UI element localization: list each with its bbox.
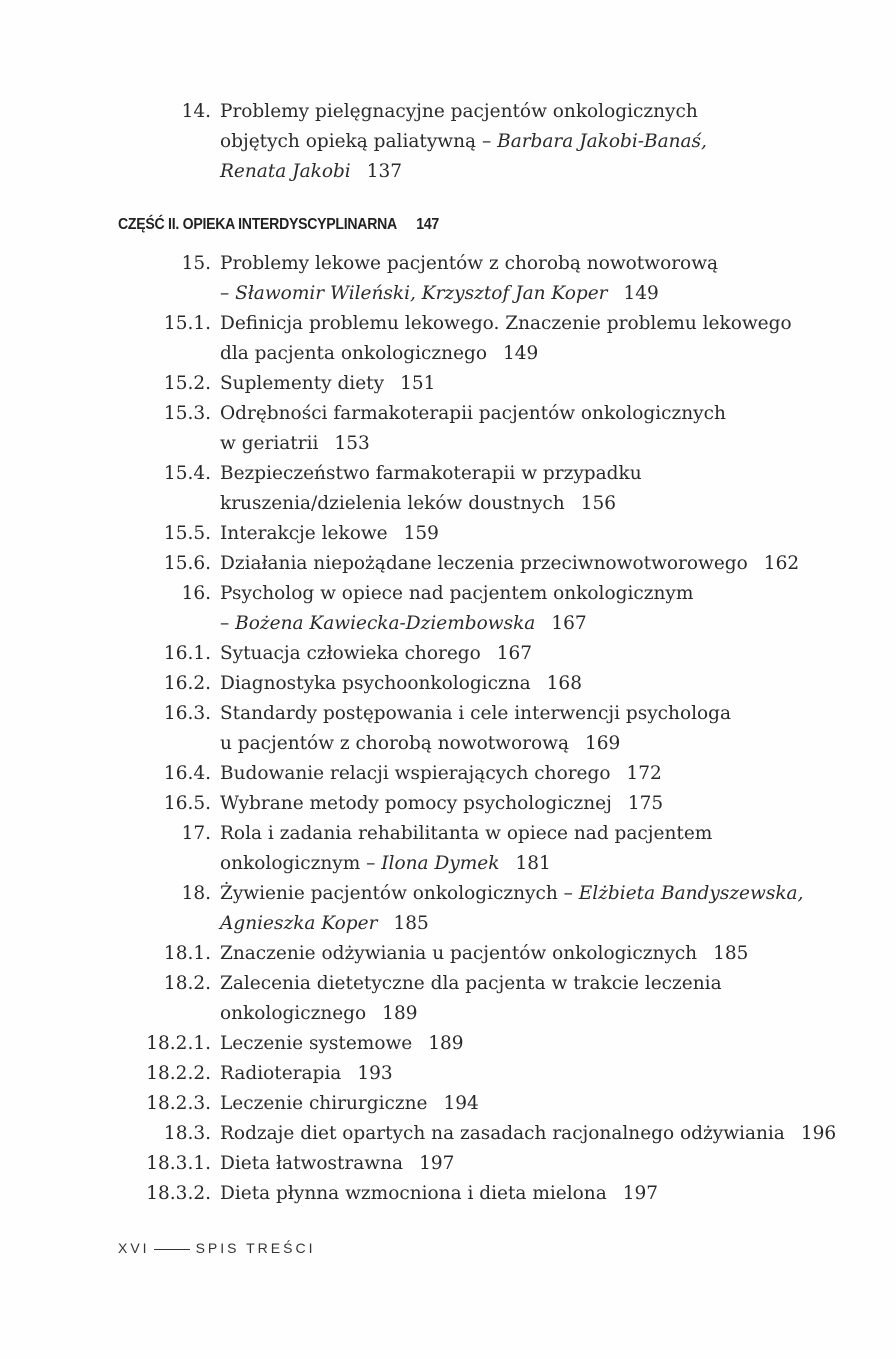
entry-author: Renata Jakobi [220, 161, 351, 182]
entry-page: 189 [382, 1003, 418, 1024]
entry-text [220, 1179, 658, 1209]
entry-title: onkologicznego [220, 1003, 367, 1024]
entry-page: 151 [400, 373, 436, 394]
entry-page: 196 [800, 1123, 837, 1144]
toc-entry [0, 309, 896, 339]
entry-page: 172 [626, 763, 662, 784]
entry-text [220, 489, 616, 519]
entry-page: 197 [419, 1153, 455, 1174]
entry-page: 162 [763, 553, 800, 574]
entry-page: 168 [546, 673, 582, 694]
entry-text [220, 1059, 393, 1089]
entry-page: 194 [443, 1093, 479, 1114]
toc-entry-continuation [0, 999, 896, 1029]
entry-page: 153 [334, 433, 370, 454]
entry-page: 149 [503, 343, 539, 364]
entry-number: 14. [181, 101, 211, 122]
entry-page: 181 [515, 853, 551, 874]
entry-text [220, 939, 748, 969]
toc-entry [0, 669, 896, 699]
entry-page: 185 [713, 943, 749, 964]
entry-text [220, 1029, 464, 1059]
entry-text [220, 369, 435, 399]
entry-number: 15.1. [163, 313, 211, 334]
page-footer [118, 1240, 315, 1256]
toc-entry [0, 759, 896, 789]
entry-text [220, 127, 707, 157]
entry-title: Rola i zadania rehabilitanta w opiece nad pacjentem [220, 823, 713, 844]
toc-entry [0, 549, 896, 579]
toc-entry [0, 519, 896, 549]
entry-text [220, 789, 663, 819]
entry-author: Elżbieta Bandyszewska, [578, 883, 804, 904]
entry-title: Suplementy diety [220, 373, 385, 394]
entry-title: Definicja problemu lekowego. Znaczenie problemu lekowego [220, 313, 792, 334]
entry-number: 16.2. [163, 673, 211, 694]
entry-author: Agnieszka Koper [220, 913, 378, 934]
toc-entry-continuation [0, 279, 896, 309]
toc-entry [0, 399, 896, 429]
part-page: 147 [416, 216, 439, 233]
entry-number: 18.2.3. [146, 1093, 211, 1114]
entry-text [220, 969, 722, 999]
entry-page: 175 [627, 793, 664, 814]
entry-title: Znaczenie odżywiania u pacjentów onkologicznych [220, 943, 698, 964]
entry-page: 193 [357, 1063, 393, 1084]
entry-number: 15.5. [163, 523, 211, 544]
entry-text [220, 339, 538, 369]
entry-text [220, 459, 642, 489]
entry-text [220, 999, 417, 1029]
entry-text [220, 399, 726, 429]
entry-number: 16. [181, 583, 211, 604]
toc-entry-continuation [0, 489, 896, 519]
entry-number: 18.3.1. [146, 1153, 211, 1174]
entry-page: 185 [393, 913, 429, 934]
toc-entry [0, 819, 896, 849]
entry-number: 16.4. [163, 763, 211, 784]
entry-title: Leczenie systemowe [220, 1033, 413, 1054]
entry-text [220, 879, 803, 909]
toc-entry [0, 1089, 896, 1119]
entry-page: 169 [584, 733, 621, 754]
entry-text [220, 729, 620, 759]
toc-entry-continuation [0, 157, 896, 187]
toc-entry [0, 1059, 896, 1089]
toc-entry [0, 879, 896, 909]
entry-page: 159 [403, 523, 439, 544]
entry-page: 156 [580, 493, 617, 514]
entry-title: – [220, 613, 236, 634]
entry-number: 15.2. [163, 373, 211, 394]
entry-title: Diagnostyka psychoonkologiczna [220, 673, 531, 694]
entry-page: 167 [551, 613, 587, 634]
entry-title: Psycholog w opiece nad pacjentem onkologicznym [220, 583, 694, 604]
entry-page: 167 [496, 643, 533, 664]
toc-entry [0, 1029, 896, 1059]
entry-number: 18.2.2. [146, 1063, 211, 1084]
toc-entry [0, 939, 896, 969]
part-heading [118, 216, 439, 234]
entry-text [220, 249, 718, 279]
toc-entry [0, 369, 896, 399]
part-label: CZĘŚĆ II. OPIEKA INTERDYSCYPLINARNA [118, 216, 397, 233]
entry-title: Sytuacja człowieka chorego [220, 643, 481, 664]
entry-author: Bożena Kawiecka-Dziembowska [235, 613, 536, 634]
entry-title: w geriatrii [220, 433, 319, 454]
toc-entry [0, 249, 896, 279]
entry-title: Interakcje lekowe [220, 523, 388, 544]
toc-entry [0, 1119, 896, 1149]
entry-number: 18.1. [163, 943, 211, 964]
entry-title: Odrębności farmakoterapii pacjentów onkologicznych [220, 403, 726, 424]
toc-entry [0, 699, 896, 729]
entry-text [220, 669, 582, 699]
entry-text [220, 579, 693, 609]
entry-title: objętych opieką paliatywną – [220, 131, 498, 152]
entry-author: Barbara Jakobi-Banaś, [497, 131, 707, 152]
entry-text [220, 759, 662, 789]
entry-title: Wybrane metody pomocy psychologicznej [220, 793, 612, 814]
entry-page: 137 [366, 161, 403, 182]
entry-title: – [220, 283, 236, 304]
entry-text [220, 157, 402, 187]
entry-title: Problemy pielęgnacyjne pacjentów onkologicznych [220, 101, 698, 122]
entry-number: 18. [181, 883, 211, 904]
entry-page: 197 [622, 1183, 659, 1204]
entry-title: Leczenie chirurgiczne [220, 1093, 428, 1114]
entry-text [220, 309, 792, 339]
footer-page-number: XVI [118, 1240, 150, 1256]
entry-text [220, 909, 429, 939]
entry-title: Rodzaje diet opartych na zasadach racjonalnego odżywiania [220, 1123, 785, 1144]
toc-entry-continuation [0, 609, 896, 639]
entry-title: Standardy postępowania i cele interwencji psychologa [220, 703, 732, 724]
entry-title: dla pacjenta onkologicznego [220, 343, 488, 364]
entry-author: Ilona Dymek [381, 853, 500, 874]
entry-title: kruszenia/dzielenia leków doustnych [220, 493, 565, 514]
toc-entry-continuation [0, 909, 896, 939]
toc-entry [0, 97, 896, 127]
toc-entry-continuation [0, 729, 896, 759]
entry-text [220, 699, 731, 729]
entry-number: 16.1. [163, 643, 211, 664]
entry-number: 15.3. [163, 403, 211, 424]
entry-text [220, 609, 587, 639]
entry-page: 189 [428, 1033, 464, 1054]
footer-title: SPIS TREŚCI [195, 1240, 316, 1256]
entry-title: Działania niepożądane leczenia przeciwnowotworowego [220, 553, 748, 574]
toc-entry [0, 579, 896, 609]
footer-rule [154, 1249, 190, 1250]
entry-text [220, 97, 698, 127]
entry-text [220, 849, 551, 879]
entry-number: 18.2. [163, 973, 211, 994]
entry-text [220, 1149, 454, 1179]
entry-title: Bezpieczeństwo farmakoterapii w przypadku [220, 463, 642, 484]
entry-number: 15.4. [163, 463, 211, 484]
toc-entry-continuation [0, 849, 896, 879]
entry-number: 18.2.1. [146, 1033, 211, 1054]
entry-text [220, 519, 439, 549]
toc-entry [0, 1179, 896, 1209]
entry-page: 149 [623, 283, 659, 304]
entry-text [220, 279, 659, 309]
toc-entry-continuation [0, 429, 896, 459]
entry-title: u pacjentów z chorobą nowotworową [220, 733, 569, 754]
entry-title: onkologicznym – [220, 853, 382, 874]
entry-text [220, 819, 712, 849]
entry-text [220, 549, 799, 579]
toc-entry [0, 789, 896, 819]
entry-number: 18.3.2. [146, 1183, 211, 1204]
toc-entry [0, 969, 896, 999]
entry-text [220, 1089, 479, 1119]
entry-text [220, 1119, 836, 1149]
entry-number: 17. [181, 823, 211, 844]
toc-entry-continuation [0, 127, 896, 157]
toc-entry [0, 1149, 896, 1179]
entry-number: 16.5. [163, 793, 211, 814]
entry-title: Dieta płynna wzmocniona i dieta mielona [220, 1183, 607, 1204]
entry-title: Budowanie relacji wspierających chorego [220, 763, 611, 784]
entry-title: Radioterapia [220, 1063, 342, 1084]
entry-author: Sławomir Wileński, Krzysztof Jan Koper [235, 283, 608, 304]
entry-number: 16.3. [163, 703, 211, 724]
entry-title: Zalecenia dietetyczne dla pacjenta w trakcie leczenia [220, 973, 722, 994]
toc-entry [0, 459, 896, 489]
entry-title: Dieta łatwostrawna [220, 1153, 404, 1174]
entry-text [220, 639, 532, 669]
entry-number: 15.6. [163, 553, 211, 574]
entry-number: 15. [181, 253, 211, 274]
entry-text [220, 429, 370, 459]
entry-title: Problemy lekowe pacjentów z chorobą nowotworową [220, 253, 719, 274]
entry-number: 18.3. [163, 1123, 211, 1144]
entry-title: Żywienie pacjentów onkologicznych – [220, 883, 579, 904]
toc-entry-continuation [0, 339, 896, 369]
toc-entry [0, 639, 896, 669]
